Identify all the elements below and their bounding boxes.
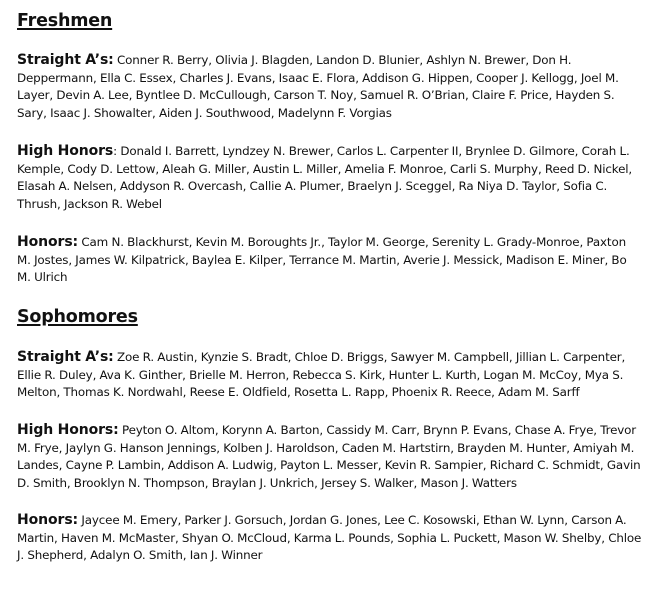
- sophomores-straight-as-names: Zoe R. Austin, Kynzie S. Bradt, Chloe D. Briggs, Sawyer M. Campbell, Jillian L. Carpenter, Ellie R. Duley, Ava K. Ginther, Brielle M. Herron, Rebecca S. Kirk, Hunter L. Kurth, Logan M. McCoy, Mya S. Melton, Thomas K. Nordwahl, Reese E. Oldfield, Rosetta L. Rapp, Phoenix R. Reece, Adam M. Sarff: [17, 350, 626, 400]
- freshmen-honors-label: Honors:: [17, 234, 79, 250]
- section-title-freshmen: Freshmen: [17, 11, 113, 31]
- sophomores-straight-as-paragraph: [17, 349, 642, 402]
- freshmen-high-honors-label: High Honors: [17, 143, 114, 159]
- freshmen-straight-as-paragraph: [17, 52, 642, 122]
- sophomores-high-honors-paragraph: [17, 422, 642, 492]
- sophomores-high-honors-label: High Honors:: [17, 422, 119, 438]
- sophomores-high-honors-names: Peyton O. Altom, Korynn A. Barton, Cassidy M. Carr, Brynn P. Evans, Chase A. Frye, Trevor M. Frye, Jaylyn G. Hanson Jennings, Kolben J. Haroldson, Caden M. Hartstirn, Brayden M. Hunter, Amiyah M. Landes, Cayne P. Lambin, Addison A. Ludwig, Payton L. Messer, Kevin R. Sampier, Richard C. Schmidt, Gavin D. Smith, Brooklyn N. Thompson, Braylan J. Unkrich, Jersey S. Walker, Mason J. Watters: [17, 423, 641, 490]
- freshmen-high-honors-names: : Donald I. Barrett, Lyndzey N. Brewer, Carlos L. Carpenter II, Brynlee D. Gilmore, Corah L. Kemple, Cody D. Lettow, Aleah G. Miller, Austin L. Miller, Amelia F. Monroe, Carli S. Murphy, Reed D. Nickel, Elasah A. Nelsen, Addyson R. Overcash, Callie A. Plumer, Braelyn J. Sceggel, Ra Niya D. Taylor, Sofia C. Thrush, Jackson R. Webel: [17, 144, 633, 211]
- freshmen-straight-as-label: Straight A’s:: [17, 52, 114, 68]
- sophomores-honors-names: Jaycee M. Emery, Parker J. Gorsuch, Jordan G. Jones, Lee C. Kosowski, Ethan W. Lynn, Carson A. Martin, Haven M. McMaster, Shyan O. McCloud, Karma L. Pounds, Sophia L. Puckett, Mason W. Shelby, Chloe J. Shepherd, Adalyn O. Smith, Ian J. Winner: [17, 513, 642, 563]
- freshmen-honors-paragraph: [17, 234, 642, 287]
- freshmen-honors-names: Cam N. Blackhurst, Kevin M. Boroughts Jr., Taylor M. George, Serenity L. Grady-Monroe, Paxton M. Jostes, James W. Kilpatrick, Baylea E. Kilper, Terrance M. Martin, Averie J. Messick, Madison E. Miner, Bo M. Ulrich: [17, 235, 627, 285]
- sophomores-straight-as-label: Straight A’s:: [17, 349, 114, 365]
- sophomores-honors-label: Honors:: [17, 512, 79, 528]
- freshmen-high-honors-paragraph: [17, 143, 642, 213]
- freshmen-straight-as-names: Conner R. Berry, Olivia J. Blagden, Landon D. Blunier, Ashlyn N. Brewer, Don H. Deppermann, Ella C. Essex, Charles J. Evans, Isaac E. Flora, Addison G. Hippen, Cooper J. Kellogg, Joel M. Layer, Devin A. Lee, Byntlee D. McCullough, Carson T. Noy, Samuel R. O’Brian, Claire F. Price, Hayden S. Sary, Isaac J. Showalter, Aiden J. Southwood, Madelynn F. Vorgias: [17, 53, 619, 120]
- section-title-sophomores: Sophomores: [17, 307, 138, 327]
- sophomores-honors-paragraph: [17, 512, 642, 565]
